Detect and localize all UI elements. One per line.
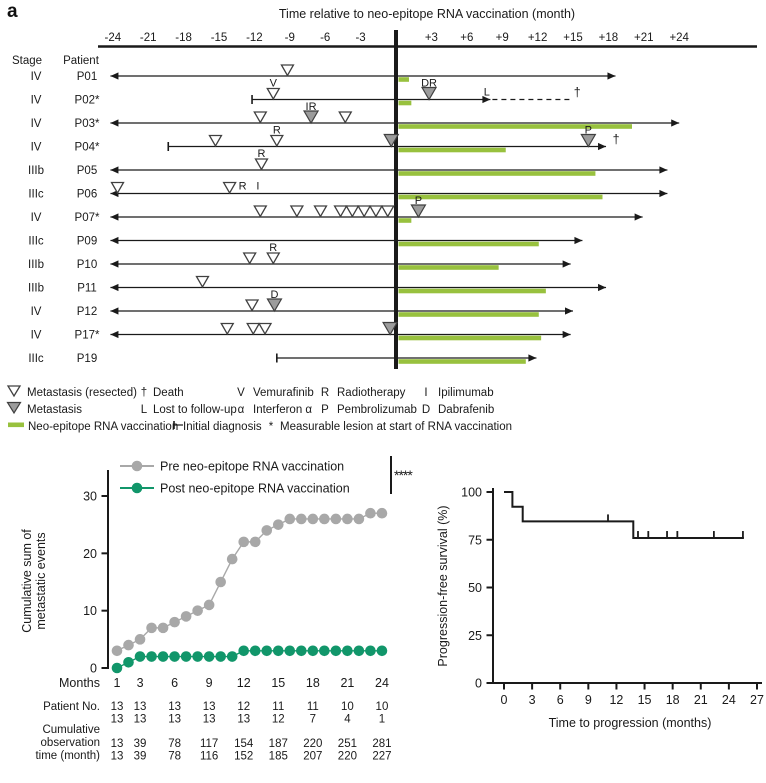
- legend-label: Pembrolizumab: [337, 404, 417, 416]
- pre-series-point: [308, 514, 319, 525]
- post-series-point: [296, 646, 307, 657]
- axis-tick-label: +15: [563, 32, 583, 44]
- letter-symbol: *: [268, 421, 274, 433]
- letter-symbol: R: [320, 387, 330, 399]
- x-tick-label: 24: [375, 676, 389, 690]
- vaccination-bar: [399, 289, 546, 294]
- vaccination-bar: [399, 265, 499, 270]
- right-arrowhead-icon: [574, 237, 582, 244]
- metastasis-resected-icon: [382, 206, 394, 217]
- cumulative-post-value: 13: [110, 750, 124, 763]
- metastasis-resected-icon: [267, 89, 279, 100]
- patient-header: Patient: [63, 55, 99, 67]
- axis-tick-label: -21: [139, 32, 157, 44]
- metastasis-resected-icon: [254, 112, 266, 123]
- metastasis-resected-icon: [267, 253, 279, 264]
- pre-series-point: [204, 600, 215, 611]
- cumulative-label: time (month): [35, 750, 100, 762]
- pre-series-point: [169, 617, 180, 628]
- vaccination-bar: [399, 195, 603, 200]
- stage-label: IIIc: [28, 188, 44, 201]
- cumulative-pre-value: 220: [303, 738, 323, 750]
- significance-stars: ****: [394, 467, 412, 483]
- vaccination-bar: [399, 124, 633, 129]
- right-arrowhead-icon: [659, 166, 667, 173]
- stage-label: IV: [30, 141, 42, 154]
- post-series-point: [146, 651, 157, 662]
- pre-series-point: [250, 537, 261, 548]
- stage-label: IV: [30, 71, 42, 83]
- pre-series-point: [192, 605, 203, 616]
- y-axis-title: Cumulative sum ofmetastatic events: [20, 529, 48, 633]
- x-tick-label: 24: [721, 693, 736, 707]
- pre-series-point: [146, 623, 157, 634]
- legend-label: Vemurafinib: [253, 387, 314, 399]
- x-tick-label: 3: [136, 676, 144, 690]
- letter-symbol: P: [321, 404, 329, 416]
- x-tick-label: 21: [693, 693, 708, 707]
- axis-tick-label: +6: [460, 32, 474, 44]
- legend-label: Pre neo-epitope RNA vaccination: [160, 459, 345, 474]
- patient-no-post-value: 1: [378, 713, 386, 726]
- timeline-title: Time relative to neo-epitope RNA vaccination (month): [278, 7, 576, 21]
- axis-tick-label: +21: [634, 32, 654, 44]
- pre-series-point: [296, 514, 307, 525]
- patient-no-label: Patient No.: [43, 701, 100, 713]
- legend-dot-icon: [132, 483, 143, 494]
- post-series-point: [135, 651, 146, 662]
- metastasis-icon: [8, 403, 21, 414]
- right-arrowhead-icon: [635, 213, 643, 220]
- pre-series-point: [238, 537, 249, 548]
- left-arrowhead-icon: [110, 260, 118, 267]
- left-arrowhead-icon: [110, 213, 118, 220]
- cumulative-post-value: 152: [234, 750, 254, 763]
- left-arrowhead-icon: [110, 119, 118, 126]
- stage-label: IIIc: [28, 235, 44, 248]
- stage-label: IV: [30, 329, 42, 342]
- y-tick-label: 0: [475, 676, 482, 691]
- x-axis-title: Time to progression (months): [548, 716, 712, 730]
- y-tick-label: 25: [468, 628, 482, 643]
- pre-series-point: [319, 514, 330, 525]
- vaccination-bar: [399, 171, 596, 176]
- treatment-label: V: [269, 77, 277, 90]
- patient-no-post-value: 7: [309, 713, 317, 726]
- axis-tick-label: +3: [424, 32, 438, 44]
- legend-label: Radiotherapy: [337, 387, 406, 399]
- right-arrowhead-icon: [598, 143, 606, 150]
- pre-series-point: [331, 514, 342, 525]
- pre-series-point: [354, 514, 365, 525]
- right-arrowhead-icon: [607, 72, 615, 79]
- patient-row-P06: [28, 181, 667, 201]
- vaccination-bar: [399, 312, 539, 317]
- patient-no-post-value: 13: [110, 713, 124, 726]
- pre-series-point: [261, 525, 272, 536]
- patient-label: P17*: [74, 329, 100, 342]
- cumulative-pre-value: 187: [268, 738, 288, 750]
- patient-row-P05: [28, 148, 667, 177]
- post-series-point: [123, 657, 134, 668]
- left-arrowhead-icon: [110, 237, 118, 244]
- right-arrowhead-icon: [563, 260, 571, 267]
- patient-no-pre-value: 10: [341, 701, 354, 713]
- patient-row-P04: [31, 125, 620, 154]
- metastasis-resected-icon: [335, 206, 347, 217]
- patient-label: P05: [76, 165, 98, 177]
- legend-label: Lost to follow-up: [153, 404, 237, 416]
- y-tick-label: 50: [468, 581, 482, 595]
- stage-label: IIIc: [28, 353, 44, 365]
- x-tick-label: 0: [500, 693, 508, 707]
- patient-no-post-value: 4: [344, 713, 351, 726]
- treatment-label: R: [257, 148, 266, 160]
- metastasis-resected-icon: [346, 206, 358, 217]
- x-axis-title: Months: [59, 676, 100, 690]
- post-series-point: [215, 651, 226, 662]
- post-series-point: [273, 646, 284, 657]
- x-tick-label: 1: [113, 676, 121, 690]
- legend-label: Initial diagnosis: [183, 421, 262, 433]
- patient-row-P03: [31, 101, 680, 130]
- post-series-point: [158, 651, 169, 662]
- metastasis-resected-icon: [291, 206, 303, 217]
- y-axis-title: Progression-free survival (%): [436, 505, 450, 667]
- cumulative-pre-value: 39: [133, 738, 147, 750]
- x-tick-label: 6: [556, 693, 564, 707]
- post-series-point: [354, 646, 365, 657]
- axis-tick-label: -15: [210, 32, 228, 44]
- legend-label: Ipilimumab: [438, 387, 494, 399]
- metastasis-resected-icon: [247, 324, 259, 335]
- death-dagger: †: [573, 85, 581, 100]
- patient-row-P10: [28, 242, 571, 271]
- axis-tick-label: -24: [104, 32, 122, 44]
- patient-no-pre-value: 13: [110, 701, 124, 713]
- pre-series-point: [215, 577, 226, 588]
- pre-series-point: [285, 514, 296, 525]
- post-series-point: [365, 646, 376, 657]
- pre-series-point: [123, 640, 134, 651]
- right-arrowhead-icon: [565, 307, 573, 314]
- letter-symbol: L: [140, 404, 148, 416]
- stage-label: IV: [30, 306, 42, 318]
- metastasis-resected-icon: [271, 136, 283, 147]
- patient-row-P19: [28, 353, 536, 365]
- letter-symbol: V: [237, 387, 245, 399]
- right-arrowhead-icon: [528, 354, 536, 361]
- cumulative-post-value: 78: [168, 750, 181, 763]
- dagger-symbol: †: [140, 387, 148, 399]
- stage-label: IV: [30, 212, 42, 224]
- patient-no-post-value: 13: [237, 713, 251, 726]
- patient-no-post-value: 13: [202, 713, 216, 726]
- stage-label: IV: [30, 118, 42, 130]
- left-arrowhead-icon: [110, 284, 118, 291]
- cumulative-post-value: 185: [268, 750, 288, 763]
- post-series-point: [238, 646, 249, 657]
- pre-series-point: [112, 646, 123, 657]
- treatment-label: R: [238, 180, 247, 193]
- axis-tick-label: -3: [355, 32, 366, 44]
- patient-no-pre-value: 13: [202, 701, 216, 713]
- patient-row-P12: [31, 289, 573, 318]
- patient-label: P02*: [74, 94, 100, 107]
- metastasis-resected-icon: [339, 112, 351, 123]
- post-series-point: [261, 646, 272, 657]
- treatment-label: D: [270, 289, 279, 301]
- treatment-label: P: [414, 195, 423, 207]
- timeline-legend: [8, 386, 513, 433]
- patient-row-P09: [28, 236, 582, 248]
- vaccination-bar: [399, 218, 412, 223]
- y-tick-label: 20: [83, 546, 97, 561]
- right-arrowhead-icon: [598, 284, 606, 291]
- post-series-point: [285, 646, 296, 657]
- metastasis-resected-icon: [244, 253, 256, 264]
- patient-no-pre-value: 10: [375, 701, 389, 713]
- metastasis-resected-icon: [196, 277, 208, 288]
- cumulative-pre-value: 251: [337, 738, 357, 750]
- pre-series-point: [135, 634, 146, 645]
- cumulative-post-value: 220: [337, 750, 357, 763]
- right-arrowhead-icon: [671, 119, 679, 126]
- cumulative-post-value: 39: [133, 750, 147, 763]
- patient-row-P11: [28, 277, 606, 295]
- death-dagger: †: [612, 132, 620, 147]
- patient-row-P01: [31, 65, 616, 83]
- pre-series-point: [181, 611, 192, 622]
- legend-dot-icon: [132, 461, 143, 472]
- stage-header: Stage: [11, 55, 43, 67]
- x-tick-label: 18: [665, 693, 680, 707]
- treatment-label: I: [256, 180, 260, 193]
- x-tick-label: 12: [609, 693, 624, 707]
- axis-tick-label: -18: [175, 32, 192, 44]
- x-tick-label: 3: [528, 693, 536, 707]
- legend-label: Measurable lesion at start of RNA vaccination: [280, 421, 513, 433]
- post-series-point: [227, 651, 238, 662]
- treatment-label: R: [269, 242, 278, 254]
- x-tick-label: 15: [637, 693, 652, 707]
- x-tick-label: 12: [236, 676, 251, 690]
- x-tick-label: 21: [340, 676, 355, 690]
- patient-no-post-value: 12: [271, 713, 285, 726]
- patient-row-P07: [31, 195, 643, 224]
- patient-label: P19: [76, 353, 98, 365]
- x-tick-label: 9: [205, 676, 213, 690]
- stage-label: IIIb: [28, 282, 44, 295]
- patient-no-pre-value: 12: [237, 701, 251, 713]
- metastasis-resected-icon: [358, 206, 370, 217]
- y-tick-label: 100: [461, 485, 482, 500]
- y-tick-label: 0: [90, 661, 97, 676]
- legend-label: Metastasis (resected): [27, 387, 137, 399]
- post-series-point: [319, 646, 330, 657]
- right-arrowhead-icon: [659, 190, 667, 197]
- metastasis-resected-icon: [8, 386, 20, 396]
- patient-label: P09: [76, 235, 98, 248]
- x-tick-label: 9: [584, 693, 592, 707]
- metastasis-resected-icon: [255, 159, 267, 170]
- patient-no-pre-value: 11: [306, 701, 319, 713]
- letter-symbol: α: [237, 404, 245, 416]
- patient-label: P06: [76, 188, 98, 201]
- pre-series-point: [377, 508, 388, 519]
- post-series-point: [342, 646, 353, 657]
- metastasis-resected-icon: [259, 324, 271, 335]
- post-series-point: [377, 646, 388, 657]
- legend-label: Interferon α: [253, 404, 313, 416]
- legend-label: Dabrafenib: [438, 404, 495, 416]
- patient-label: P10: [76, 259, 98, 271]
- vaccination-bar: [399, 359, 526, 364]
- patient-row-P17: [31, 323, 571, 342]
- stage-label: IIIb: [28, 259, 44, 271]
- survival-step-line: [504, 492, 744, 538]
- metastatic-events-chart: [0, 450, 432, 783]
- axis-tick-label: +9: [495, 32, 509, 44]
- patient-label: P07*: [74, 212, 100, 224]
- post-series-point: [204, 651, 215, 662]
- legend-label: Post neo-epitope RNA vaccination: [160, 481, 350, 496]
- axis-tick-label: -6: [320, 32, 331, 44]
- vaccination-bar: [399, 101, 412, 106]
- patient-no-post-value: 13: [133, 713, 147, 726]
- patient-no-pre-value: 11: [272, 701, 285, 713]
- left-arrowhead-icon: [110, 331, 118, 338]
- patient-no-pre-value: 13: [133, 701, 147, 713]
- patient-label: P12: [76, 306, 98, 318]
- metastasis-resected-icon: [370, 206, 382, 217]
- pre-series-point: [158, 623, 169, 634]
- patient-no-post-value: 13: [168, 713, 181, 726]
- metastasis-resected-icon: [112, 183, 124, 194]
- metastasis-resected-icon: [246, 300, 258, 311]
- vaccination-bar-icon: [8, 423, 24, 428]
- patient-label: P04*: [74, 141, 100, 154]
- letter-symbol: I: [424, 387, 428, 399]
- post-series-point: [169, 651, 180, 662]
- cumulative-pre-value: 117: [199, 738, 219, 750]
- cumulative-pre-value: 78: [168, 738, 181, 750]
- pre-series-point: [342, 514, 353, 525]
- axis-tick-label: +24: [669, 32, 689, 44]
- cumulative-post-value: 207: [303, 750, 323, 763]
- metastasis-resected-icon: [254, 206, 266, 217]
- treatment-label: DR: [421, 77, 437, 90]
- y-tick-label: 10: [83, 604, 97, 619]
- legend-label: Metastasis: [27, 404, 82, 416]
- patient-no-pre-value: 13: [168, 701, 181, 713]
- axis-tick-label: -12: [246, 32, 263, 44]
- vaccination-bar: [399, 77, 409, 82]
- patient-label: P01: [76, 71, 98, 83]
- treatment-label: P: [584, 124, 593, 137]
- post-series-point: [112, 663, 123, 674]
- panel-label: a: [7, 1, 18, 22]
- pre-series-line: [117, 513, 382, 651]
- post-series-point: [181, 651, 192, 662]
- axis-tick-label: +12: [527, 32, 548, 44]
- left-arrowhead-icon: [110, 307, 118, 314]
- cumulative-post-value: 227: [372, 750, 392, 763]
- metastasis-resected-icon: [281, 65, 293, 76]
- post-series-point: [331, 646, 342, 657]
- vaccination-bar: [399, 148, 506, 153]
- metastasis-resected-icon: [224, 183, 236, 194]
- metastasis-resected-icon: [209, 136, 221, 147]
- pre-series-point: [273, 519, 284, 530]
- treatment-label: R: [272, 124, 281, 137]
- cumulative-label: Cumulative: [42, 724, 100, 736]
- x-tick-label: 15: [271, 676, 286, 690]
- post-series-point: [250, 646, 261, 657]
- x-tick-label: 18: [305, 676, 320, 690]
- pre-series-point: [365, 508, 376, 519]
- post-series-point: [192, 651, 203, 662]
- metastasis-resected-icon: [221, 324, 233, 335]
- y-tick-label: 30: [83, 489, 97, 504]
- cumulative-label: observation: [40, 737, 100, 749]
- axis-tick-label: -9: [284, 32, 295, 44]
- x-tick-label: 6: [171, 676, 179, 690]
- vaccination-bar: [399, 336, 542, 341]
- post-series-point: [308, 646, 319, 657]
- cumulative-pre-value: 13: [110, 738, 124, 750]
- cumulative-pre-value: 281: [372, 738, 392, 750]
- cumulative-pre-value: 154: [234, 738, 254, 750]
- left-arrowhead-icon: [110, 72, 118, 79]
- metastasis-resected-icon: [314, 206, 326, 217]
- legend-label: Neo-epitope RNA vaccination: [28, 421, 179, 433]
- post-series-line: [117, 651, 382, 668]
- pre-series-point: [227, 554, 238, 565]
- axis-tick-label: +18: [598, 32, 619, 44]
- patient-label: P03*: [74, 118, 100, 130]
- letter-symbol: D: [421, 404, 431, 416]
- legend-label: Death: [153, 387, 184, 399]
- y-tick-label: 75: [468, 533, 482, 548]
- patient-label: P11: [77, 282, 97, 295]
- x-tick-label: 27: [750, 693, 764, 707]
- right-arrowhead-icon: [563, 331, 571, 338]
- cumulative-post-value: 116: [199, 750, 219, 763]
- progression-free-survival-chart: [420, 450, 766, 783]
- stage-label: IV: [30, 94, 42, 107]
- treatment-label: L: [483, 86, 490, 99]
- stage-label: IIIb: [28, 165, 44, 177]
- left-arrowhead-icon: [110, 166, 118, 173]
- vaccination-bar: [399, 242, 539, 247]
- treatment-label: IR: [305, 101, 317, 113]
